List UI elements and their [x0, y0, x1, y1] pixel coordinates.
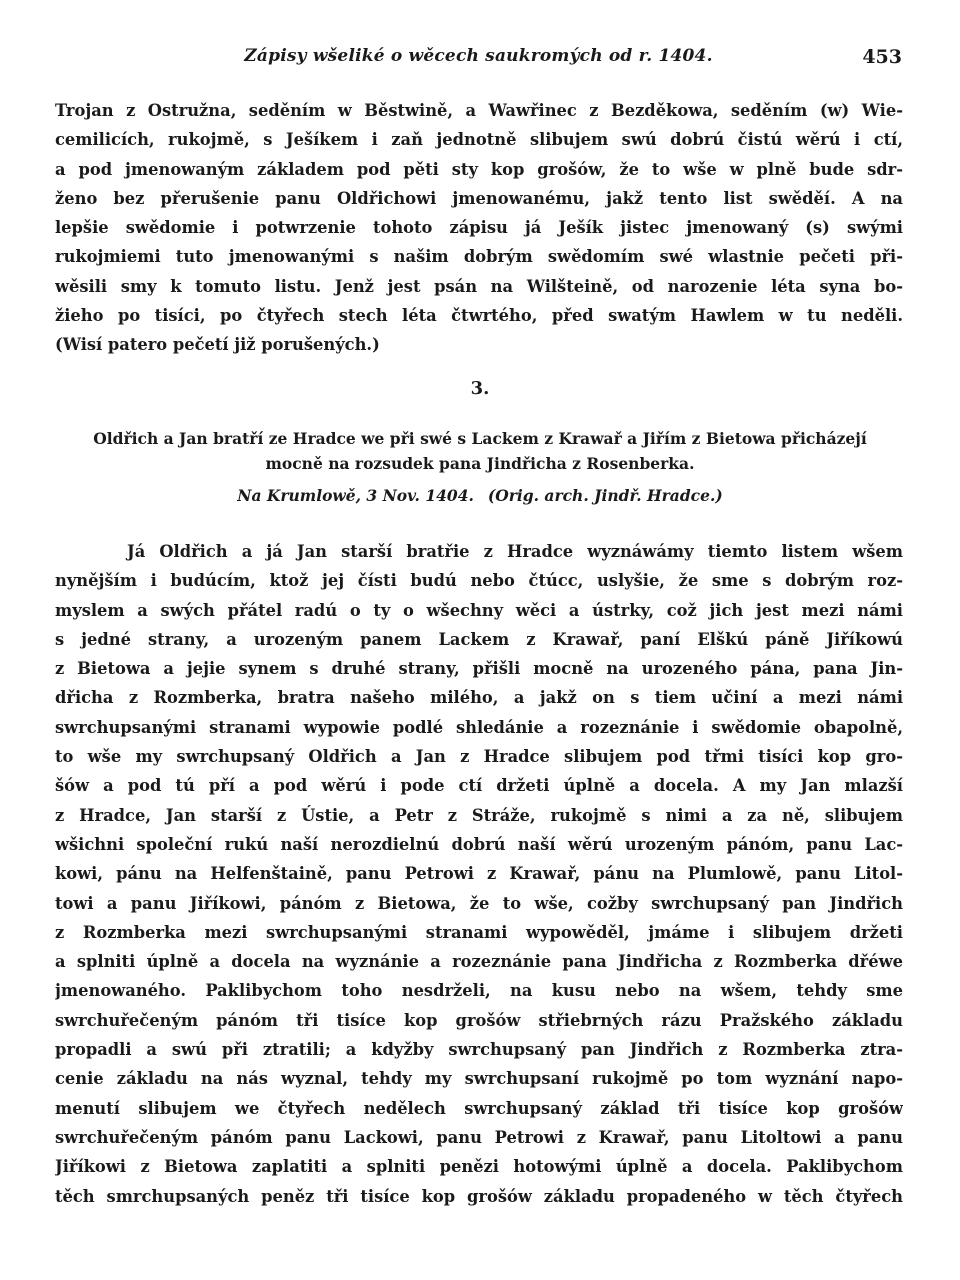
text-line: šów a pod tú pří a pod wěrú i pode ctí držeti úplně a docela. A my Jan mlazší [55, 776, 903, 796]
text-line: Jiříkowi z Bietowa zaplatiti a splniti penězi hotowými úplně a docela. Paklibychom [55, 1157, 903, 1177]
text-line: wšichni společní rukú naší nerozdielnú dobrú naší wěrú urozeným pánóm, panu Lac- [55, 834, 903, 854]
place-date-line [0, 486, 960, 505]
text-line: jmenowaného. Paklibychom toho nesdrželi, na kusu nebo na wšem, tehdy sme [55, 981, 903, 1001]
regest [55, 426, 905, 476]
page-number: 453 [862, 46, 902, 68]
source-note: (Orig. arch. Jindř. Hradce.) [487, 486, 723, 505]
text-line: swrchupsanými stranami wypowie podlé shledánie a rozeznánie i swědomie obapolně, [55, 717, 903, 737]
text-line: towi a panu Jiříkowi, pánóm z Bietowa, že to wše, cožby swrchupsaný pan Jindřich [55, 893, 903, 913]
text-line: nynějším i budúcím, ktož jej čísti budú nebo čtúcc, uslyšie, že sme s dobrým roz- [55, 571, 903, 591]
place-date: Na Krumlowě, 3 Nov. 1404. [237, 486, 474, 505]
text-line: Já Oldřich a já Jan starší bratřie z Hradce wyznáwámy tiemto listem wšem [127, 542, 903, 561]
regest-line: mocně na rozsudek pana Jindřicha z Rosenberka. [265, 454, 695, 473]
text-line: z Hradce, Jan starší z Ústie, a Petr z Stráže, rukojmě s nimi a za ně, slibujem [55, 805, 903, 825]
paragraph-1 [55, 96, 903, 360]
text-line: propadli a swú při ztratili; a kdyžby swrchupsaný pan Jindřich z Rozmberka ztra- [55, 1040, 903, 1060]
text-line: wěsili smy k tomuto listu. Jenž jest psán na Wilšteině, od narozenie léta syna bo- [55, 276, 903, 296]
text-line: (Wisí patero pečetí již porušených.) [55, 335, 380, 355]
paragraph-2 [55, 537, 903, 1211]
text-line: swrchuřečeným pánóm tři tisíce kop grošów střiebrných rázu Pražského základu [55, 1010, 903, 1030]
running-head [55, 40, 902, 76]
text-line: cenie základu na nás wyznal, tehdy my swrchupsaní rukojmě po tom wyznání napo- [55, 1069, 903, 1089]
text-line: z Rozmberka mezi swrchupsanými stranami wypowěděl, jmáme i slibujem držeti [55, 922, 903, 942]
text-line: rukojmiemi tuto jmenowanými s našim dobrým swědomím swé wlastnie pečeti při- [55, 247, 903, 267]
text-line: kowi, pánu na Helfenštaině, panu Petrowi z Krawař, pánu na Plumlowě, panu Litol- [55, 864, 903, 884]
text-line: swrchuřečeným pánóm panu Lackowi, panu Petrowi z Krawař, panu Litoltowi a panu [55, 1127, 903, 1147]
text-line: Trojan z Ostružna, seděním w Běstwině, a Wawřinec z Bezděkowa, seděním (w) Wie- [55, 101, 903, 120]
text-line: a splniti úplně a docela na wyznánie a rozeznánie pana Jindřicha z Rozmberka dřéwe [55, 952, 903, 972]
text-line: cemilicích, rukojmě, s Ješíkem i zaň jednotně slibujem swú dobrú čistú wěrú i ctí, [55, 130, 903, 150]
text-line: myslem a swých přátel radú o ty o wšechny wěci a ústrky, což jich jest mezi námi [55, 600, 903, 620]
running-title: Zápisy wšeliké o wěcech saukromých od r. 1404. [244, 46, 713, 66]
text-line: žieho po tisíci, po čtyřech stech léta čtwrtého, před swatým Hawlem w tu neděli. [55, 306, 903, 326]
text-line: s jedné strany, a urozeným panem Lackem z Krawař, paní Elškú páně Jiříkowú [55, 629, 903, 649]
text-line: a pod jmenowaným základem pod pěti sty kop grošów, že to wše w plně bude sdr- [55, 159, 903, 179]
text-line: z Bietowa a jejie synem s druhé strany, přišli mocně na urozeného pána, pana Jin- [55, 659, 903, 679]
text-line: to wše my swrchupsaný Oldřich a Jan z Hradce slibujem pod třmi tisíci kop gro- [55, 747, 903, 767]
text-line: dřicha z Rozmberka, bratra našeho milého, a jakž on s tiem učiní a mezi námi [55, 688, 903, 708]
text-line: menutí slibujem we čtyřech nedělech swrchupsaný základ tři tisíce kop grošów [55, 1098, 903, 1118]
text-line: ženo bez přerušenie panu Oldřichowi jmenowanému, jakž tento list swěděí. A na [55, 188, 903, 208]
section-number: 3. [470, 378, 490, 399]
text-line: těch smrchupsaných peněz tři tisíce kop grošów základu propadeného w těch čtyřech [55, 1186, 903, 1206]
regest-line: Oldřich a Jan bratří ze Hradce we při swé s Lackem z Krawař a Jiřím z Bietowa přicházejí [93, 429, 867, 448]
text-line: lepšie swědomie i potwrzenie tohoto zápisu já Ješík jistec jmenowaný (s) swými [55, 218, 903, 238]
